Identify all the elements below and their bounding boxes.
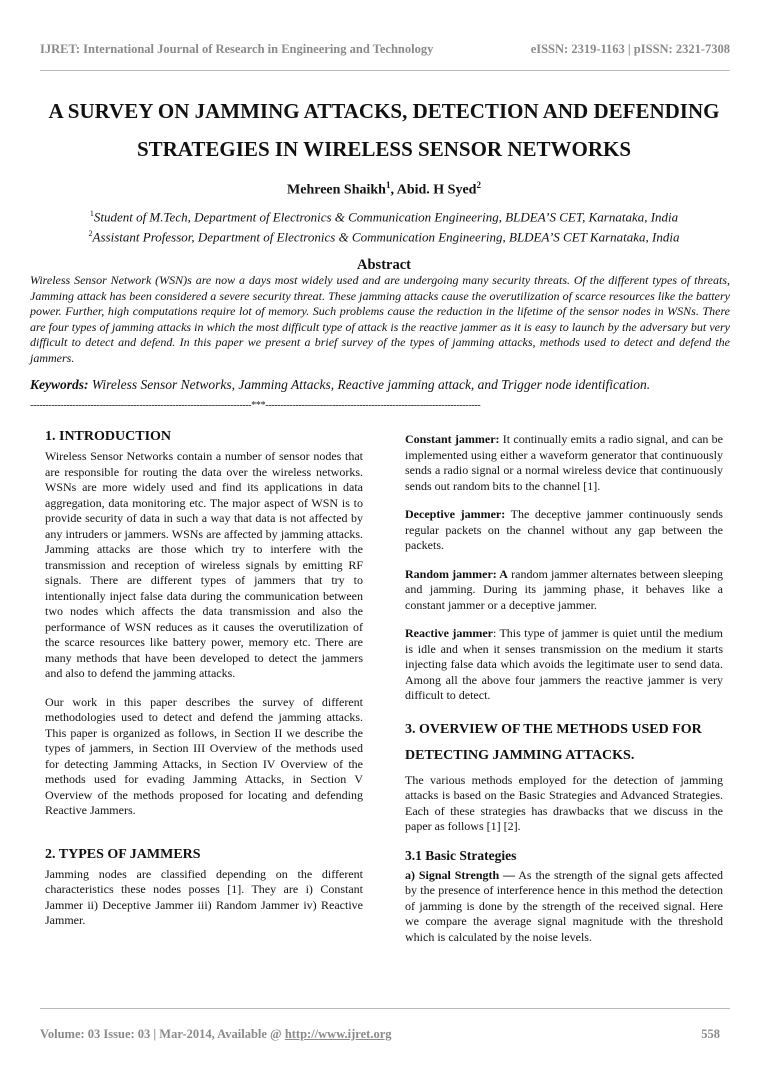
deceptive-jammer-text: The deceptive jammer continuously sends regular packets on the channel without any gap between the packets. — [405, 507, 723, 552]
author-1: Mehreen Shaikh — [287, 182, 386, 198]
running-header — [40, 42, 730, 57]
affiliation-2-sup: 2 — [88, 229, 93, 239]
reactive-jammer-term: Reactive jammer — [405, 626, 493, 640]
keywords — [30, 376, 738, 393]
overview-paragraph-1: The various methods employed for the detection of jamming attacks is based on the Basic Strategies and Advanced Strategies. Each of these strategies has drawbacks that we discuss in the paper as follows [1] [2]. — [405, 772, 723, 833]
affiliation-2 — [30, 225, 738, 245]
keywords-text: Wireless Sensor Networks, Jamming Attacks, Reactive jamming attack, and Trigger node identification. — [88, 377, 651, 392]
affiliation-1 — [30, 205, 738, 225]
abstract-heading: Abstract — [357, 257, 411, 273]
section-separator: -------------------------------------------------------------------------***----------------------------------------------------------------------- — [30, 400, 481, 411]
right-column — [405, 432, 723, 958]
running-footer — [40, 1027, 720, 1042]
footer-rule — [40, 1008, 730, 1009]
random-jammer-term: Random jammer: A — [405, 566, 508, 581]
types-paragraph-1: Jamming nodes are classified depending on the different characteristics these nodes posses [1]. They are i) Constant Jammer ii) Deceptive Jammer iii) Random Jammer iv) Reactive Jammer. — [45, 866, 363, 927]
title-line-1: A SURVEY ON JAMMING ATTACKS, DETECTION AND DEFENDING — [48, 99, 720, 123]
random-jammer-text: random jammer alternates between sleeping and jamming. During its jamming phase, it behaves like a constant jammer or a deceptive jammer. — [405, 566, 723, 612]
affiliation-1-sup: 1 — [89, 209, 94, 218]
deceptive-jammer-term: Deceptive jammer: — [405, 507, 506, 521]
journal-name: IJRET: International Journal of Research in Engineering and Technology — [40, 42, 434, 56]
signal-strength-term: a) Signal Strength — — [405, 867, 516, 882]
signal-strength-text: As the strength of the signal gets affected by the presence of interference hence in this method the detection of jamming is done by the strength of the received signal. Here we compare the average signal magnitude with the threshold which is calculated by the noise levels. — [405, 867, 723, 944]
title-line-2: STRATEGIES IN WIRELESS SENSOR NETWORKS — [136, 137, 632, 161]
header-rule — [40, 70, 730, 71]
reactive-jammer-text: : This type of jammer is quiet until the medium is idle and when it senses transmission on the medium it starts injecting false data which avoids the legitimate user to send data. Among all the above four jammers the reactive jammer is very difficult to detect. — [405, 626, 723, 702]
affiliations — [30, 205, 738, 246]
keywords-label: Keywords: — [30, 377, 89, 392]
abstract-text: Wireless Sensor Network (WSN)s are now a days most widely used and are undergoing many security threats. Of the different types of threats, Jamming attack has been considered a severe security threat. These jamming attacks cause the overutilization of scarce resources like the battery power. Further, high computations require lot of memory. Such problems cause the reduction in the lifetime of the sensor nodes in WSNs. There are four types of jamming attacks in which the most difficult type of attack is the reactive jammer as it is easy to launch by the adversary but very difficult to detect and defend. In this paper we present a brief survey of the types of jamming attacks, methods used to detect and defend the jammers. — [30, 273, 730, 365]
page-number: 558 — [701, 1027, 720, 1041]
overview-heading: 3. OVERVIEW OF THE METHODS USED FOR DETECTING JAMMING ATTACKS. — [405, 721, 702, 763]
journal-url-link[interactable]: http://www.ijret.org — [284, 1027, 392, 1041]
author-list — [30, 180, 738, 199]
footer-volume — [40, 1027, 392, 1042]
constant-jammer-text: It continually emits a radio signal, and can be implemented using either a waveform generator that continuously sends a radio signal or a normal wireless device that continuously sends out random bits to the channel [1]. — [405, 432, 723, 493]
types-heading: 2. TYPES OF JAMMERS — [45, 846, 201, 862]
reactive-jammer-paragraph — [405, 626, 723, 704]
intro-heading: 1. INTRODUCTION — [45, 429, 172, 444]
author-2-sup: 2 — [476, 180, 481, 190]
left-column — [45, 428, 363, 942]
author-separator: , — [390, 182, 397, 198]
intro-paragraph-1: Wireless Sensor Networks contain a number of sensor nodes that are responsible for routing the data over the wireless networks. WSNs are more widely used and find its applications in data aggregation, data monitoring etc. The major aspect of WSN is to provide security of data in such a way that data is not affected by any intruders or jammers. WSNs are affected by jamming attacks. Jamming attacks are those which try to interfere with the transmission and reception of wireless signals by emitting RF signals. There are different types of jammers that try to intentionally inject false data during the communication between two nodes which affects the data transmission and also the performance of WSN reduces as it causes the overutilization of the scarce resources like battery power, memory etc. There are many methods that have been developed to detect the jammers and also to defend the jamming attacks. — [45, 449, 363, 680]
footer-volume-text: Volume: 03 Issue: 03 | Mar-2014, Available @ — [40, 1027, 285, 1041]
issn: eISSN: 2319-1163 | pISSN: 2321-7308 — [530, 42, 730, 56]
deceptive-jammer-paragraph — [405, 507, 723, 554]
affiliation-1-text: Student of M.Tech, Department of Electronics & Communication Engineering, BLDEA’S CET, Karnataka, India — [93, 209, 679, 225]
signal-strength-paragraph — [405, 868, 723, 946]
affiliation-2-text: Assistant Professor, Department of Electronics & Communication Engineering, BLDEA’S CET Karnataka, India — [92, 229, 680, 245]
basic-strategies-heading: 3.1 Basic Strategies — [405, 847, 517, 863]
paper-title — [30, 92, 738, 168]
intro-paragraph-2: Our work in this paper describes the survey of different methodologies used to detect and defend the jamming attacks. This paper is organized as follows, in Section II we describe the types of jammers, in Section III Overview of the methods used for detecting Jamming Attacks, in Section IV Overview of the methods used for evading Jamming Attacks, in Section V Overview of the methods proposed for locating and defending Reactive Jammers. — [45, 694, 363, 817]
spacer — [45, 832, 363, 846]
random-jammer-paragraph — [405, 567, 723, 614]
constant-jammer-paragraph — [405, 432, 723, 494]
author-2: Abid. H Syed — [396, 182, 477, 198]
constant-jammer-term: Constant jammer: — [405, 432, 500, 446]
author-1-sup: 1 — [385, 180, 391, 190]
